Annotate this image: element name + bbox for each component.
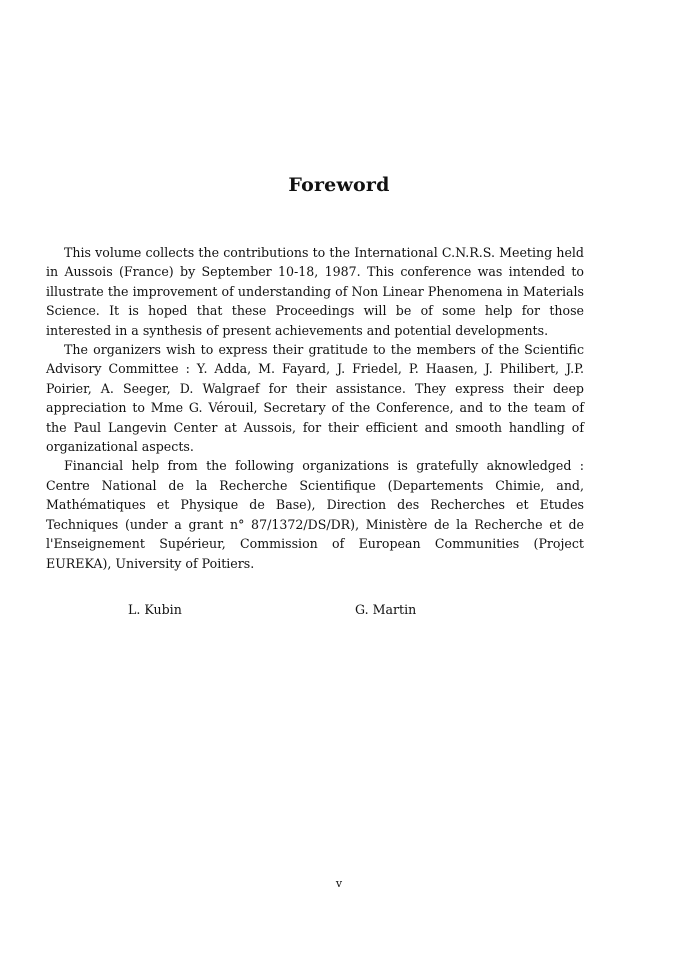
page-title: Foreword xyxy=(288,174,390,196)
signatures xyxy=(0,602,678,622)
signature-1: L. Kubin xyxy=(128,602,182,617)
page-number: v xyxy=(335,877,343,890)
paragraph-intro: This volume collects the contributions to the International C.N.R.S. Meeting held in Aussois (France) by September 10-18, 1987. This conference was intended to illustrate the improvement of understanding of Non Linear Phenomena in Materials Science. It is hoped that these Proceedings will be of some help for those interested in a synthesis of present achievements and potential developments. xyxy=(46,245,584,338)
paragraph-acknowledgments: The organizers wish to express their gratitude to the members of the Scientific Advisory Committee : Y. Adda, M. Fayard, J. Friedel, P. Haasen, J. Philibert, J.P. Poirier, A. Seeger, D. Walgraef for their assistance. They express their deep appreciation to Mme G. Vérouil, Secretary of the Conference, and to the team of the Paul Langevin Center at Aussois, for their efficient and smooth handling of organizational aspects. xyxy=(46,342,584,455)
signature-2: G. Martin xyxy=(355,602,417,617)
paragraph-funding: Financial help from the following organizations is gratefully aknowledged : Centre National de la Recherche Scientifique (Departements Chimie, and, Mathématiques et Physique de Base), Direction des Recherches et Etudes Techniques (under a grant n° 87/1372/DS/DR), Ministère de la Recherche et de l'Enseignement Supérieur, Commission of European Communities (Project EUREKA), University of Poitiers. xyxy=(46,458,584,571)
foreword-body xyxy=(46,243,584,573)
